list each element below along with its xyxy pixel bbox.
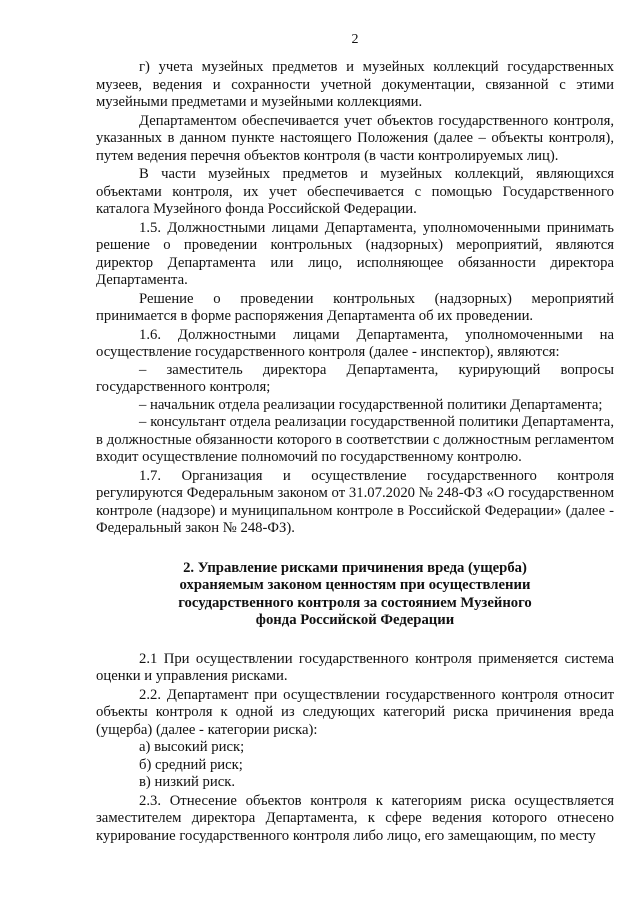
page-number: 2	[351, 32, 359, 47]
paragraph-department-accounting: Департаментом обеспечивается учет объектов государственного контроля, указанных в данном пункте настоящего Положения (далее – объекты контроля), путем ведения перечня объектов контроля (в части контролируемых лиц).	[96, 112, 614, 164]
paragraph-2-2-risk-categories: 2.2. Департамент при осуществлении государственного контроля относит объекты контроля к одной из следующих категорий риска причинения вреда (ущерба) (далее - категории риска):	[96, 686, 614, 738]
section-heading-line: охраняемым законом ценностям при осуществлении	[179, 577, 531, 593]
section-heading-line: фонда Российской Федерации	[255, 612, 455, 628]
paragraph-decision-order: Решение о проведении контрольных (надзорных) мероприятий принимается в форме распоряжения Департамента об их проведении.	[96, 290, 614, 324]
list-item-department-head: – начальник отдела реализации государственной политики Департамента;	[139, 396, 603, 413]
paragraph-museum-accounting: г) учета музейных предметов и музейных коллекций государственных музеев, ведения и сохранности учетной документации, связанной с этими музейными предметами и музейными коллекциями.	[96, 59, 614, 110]
list-item-low-risk: в) низкий риск.	[139, 774, 236, 790]
list-item-high-risk: а) высокий риск;	[139, 739, 245, 755]
paragraph-1-7-federal-law: 1.7. Организация и осуществление государственного контроля регулируются Федеральным законом от 31.07.2020 № 248-ФЗ «О государственном контроле (надзоре) и муниципальном контроле в Российской Федерации» (далее - Федеральный закон № 248-ФЗ).	[96, 467, 614, 536]
paragraph-1-5-officials: 1.5. Должностными лицами Департамента, уполномоченными принимать решение о проведении контрольных (надзорных) мероприятий, являются директор Департамента или лицо, исполняющее обязанности директора Департамента.	[96, 219, 614, 288]
paragraph-2-3-risk-assignment: 2.3. Отнесение объектов контроля к категориям риска осуществляется заместителем директора Департамента, к сфере ведения которого отнесено курирование государственного контроля либо лицо, его замещающим, по месту	[96, 792, 614, 844]
list-item-deputy-director: – заместитель директора Департамента, курирующий вопросы государственного контроля;	[96, 361, 614, 395]
paragraph-state-catalog: В части музейных предметов и музейных коллекций, являющихся объектами контроля, их учет обеспечивается с помощью Государственного каталога Музейного фонда Российской Федерации.	[96, 166, 614, 217]
paragraph-1-6-inspectors: 1.6. Должностными лицами Департамента, уполномоченными на осуществление государственного контроля (далее - инспектор), являются:	[96, 326, 614, 360]
section-heading-line: государственного контроля за состоянием Музейного	[178, 594, 532, 611]
paragraph-2-1-risk-system: 2.1 При осуществлении государственного контроля применяется система оценки и управления рисками.	[96, 650, 614, 684]
document-page	[96, 32, 614, 845]
section-2-heading	[96, 560, 614, 630]
section-heading-line: 2. Управление рисками причинения вреда (ущерба)	[183, 559, 527, 576]
list-item-medium-risk: б) средний риск;	[139, 756, 243, 773]
list-item-consultant: – консультант отдела реализации государственной политики Департамента, в должностные обязанности которого в соответствии с должностным регламентом входит осуществление полномочий по государственному контролю.	[96, 414, 614, 465]
